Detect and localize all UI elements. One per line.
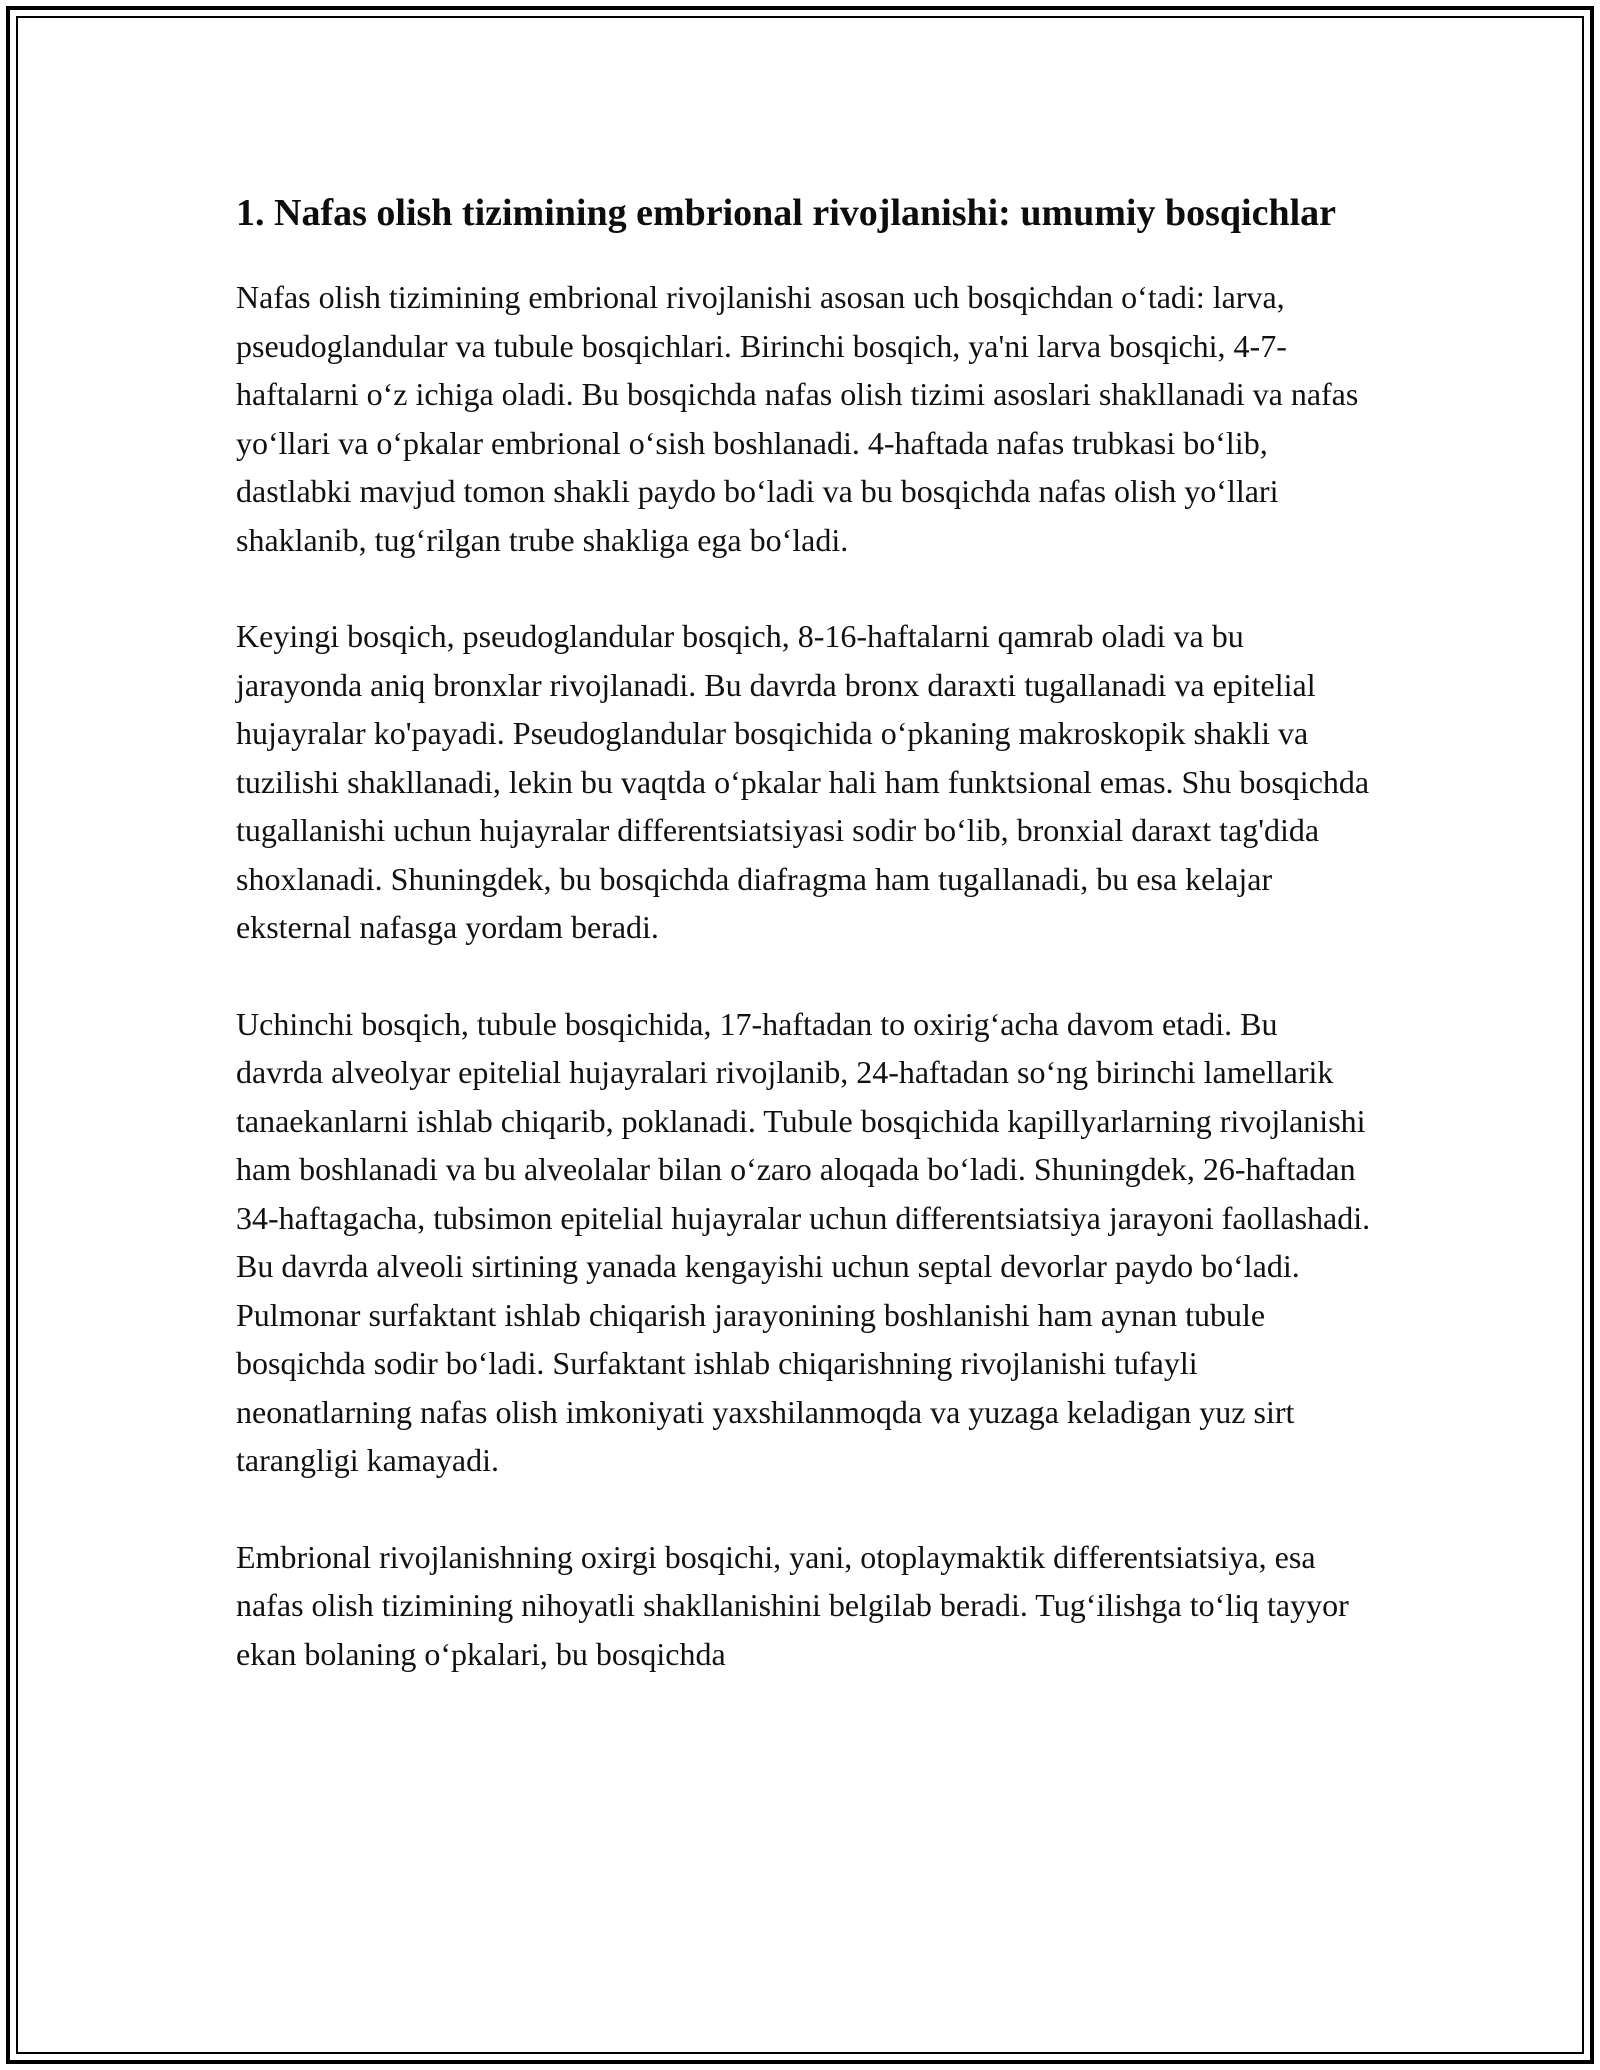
- section-heading: 1. Nafas olish tizimining embrional rivojlanishi: umumiy bosqichlar: [236, 192, 1336, 234]
- paragraph-2: Keyingi bosqich, pseudoglandular bosqich, 8-16-haftalarni qamrab oladi va bu jarayonda aniq bronxlar rivojlanadi. Bu davrda bronx daraxti tugallanadi va epitelial hujayralar ko'payadi. Pseudoglandular bosqichida o‘pkaning makroskopik shakli va tuzilishi shakllanadi, lekin bu vaqtda o‘pkalar hali ham funktsional emas. Shu bosqichda tugallanishi uchun hujayralar differentsiatsiyasi sodir bo‘lib, bronxial daraxt tag'dida shoxlanadi. Shuningdek, bu bosqichda diafragma ham tugallanadi, bu esa kelajar eksternal nafasga yordam beradi.: [236, 618, 1370, 945]
- paragraph-3: Uchinchi bosqich, tubule bosqichida, 17-haftadan to oxirig‘acha davom etadi. Bu davrda alveolyar epitelial hujayralari rivojlanib, 24-haftadan so‘ng birinchi lamellarik tanaekanlarni ishlab chiqarib, poklanadi. Tubule bosqichida kapillyarlarning rivojlanishi ham boshlanadi va bu alveolalar bilan o‘zaro aloqada bo‘ladi. Shuningdek, 26-haftadan 34-haftagacha, tubsimon epitelial hujayralar uchun differentsiatsiya jarayoni faollashadi. Bu davrda alveoli sirtining yanada kengayishi uchun septal devorlar paydo bo‘ladi. Pulmonar surfaktant ishlab chiqarish jarayonining boshlanishi ham aynan tubule bosqichda sodir bo‘ladi. Surfaktant ishlab chiqarishning rivojlanishi tufayli neonatlarning nafas olish imkoniyati yaxshilanmoqda va yuzaga keladigan yuz sirt tarangligi kamayadi.: [236, 1005, 1371, 1478]
- paragraph-4: Embrional rivojlanishning oxirgi bosqichi, yani, otoplaymaktik differentsiatsiya, esa nafas olish tizimining nihoyatli shakllanishini belgilab beradi. Tug‘ilishga to‘liq tayyor ekan bolaning o‘pkalari, bu bosqichda: [236, 1538, 1349, 1672]
- paragraph-1: Nafas olish tizimining embrional rivojlanishi asosan uch bosqichdan o‘tadi: larva, pseudoglandular va tubule bosqichlari. Birinchi bosqich, ya'ni larva bosqichi, 4-7-haftalarni o‘z ichiga oladi. Bu bosqichda nafas olish tizimi asoslari shakllanadi va nafas yo‘llari va o‘pkalar embrional o‘sish boshlanadi. 4-haftada nafas trubkasi bo‘lib, dastlabki mavjud tomon shakli paydo bo‘ladi va bu bosqichda nafas olish yo‘llari shaklanib, tug‘rilgan trube shakliga ega bo‘ladi.: [236, 279, 1359, 558]
- document-body: [236, 186, 1372, 1726]
